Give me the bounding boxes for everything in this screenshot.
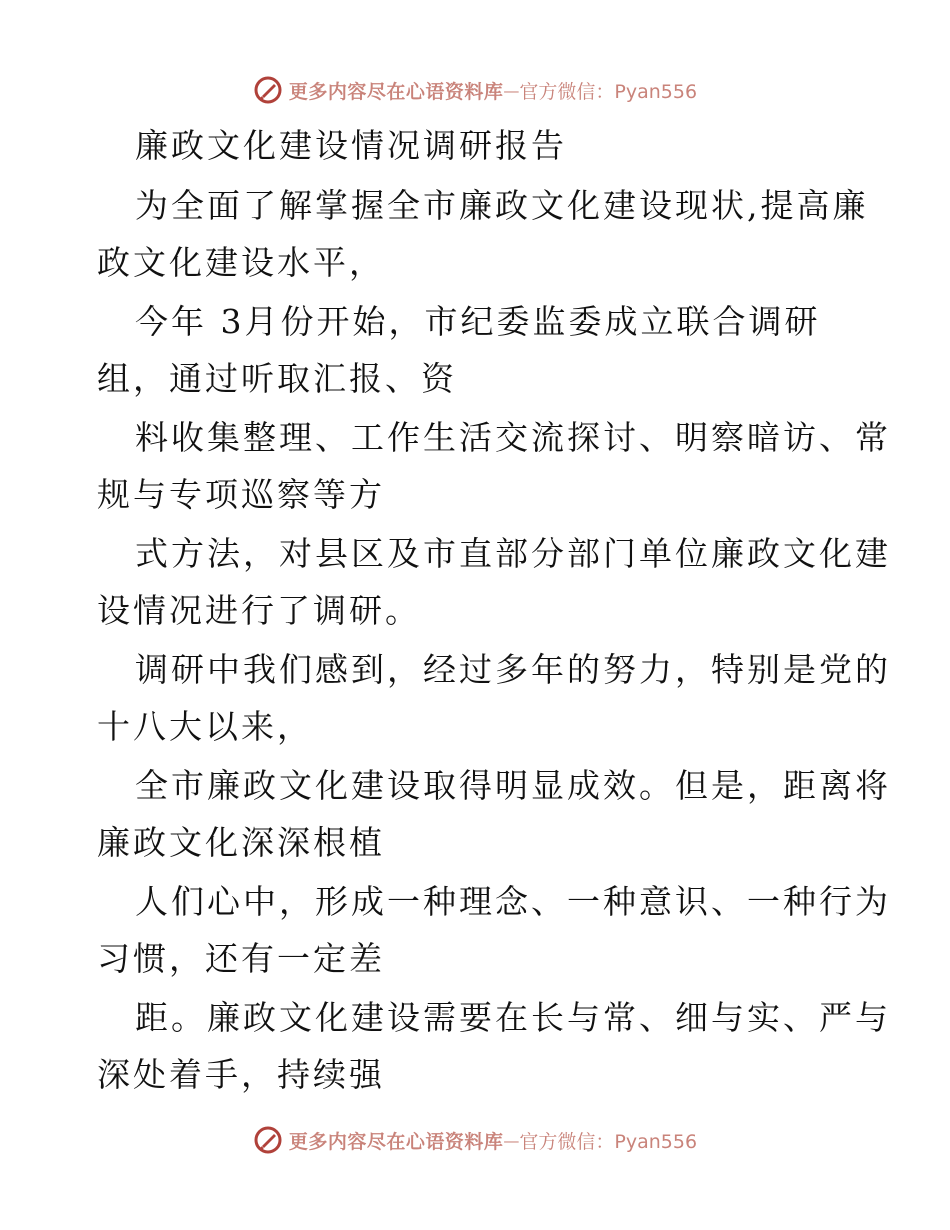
paragraph-line: 设情况进行了调研。 bbox=[97, 591, 421, 630]
watermark-wechat-text: 官方微信：Pyan556 bbox=[519, 1130, 698, 1153]
watermark-wechat-text: 官方微信：Pyan556 bbox=[519, 80, 698, 103]
watermark-dash: — bbox=[503, 1130, 520, 1150]
paragraph-line: 政文化建设水平， bbox=[97, 243, 385, 282]
paragraph-line: 组，通过听取汇报、资 bbox=[97, 359, 457, 398]
paragraph-line: 距。廉政文化建设需要在长与常、细与实、严与 bbox=[135, 998, 891, 1037]
paragraph-line: 人们心中，形成一种理念、一种意识、一种行为 bbox=[135, 882, 891, 921]
paragraph-line: 今年 3月份开始，市纪委监委成立联合调研 bbox=[135, 302, 821, 341]
footer-watermark bbox=[0, 1120, 950, 1160]
paragraph-line: 调研中我们感到，经过多年的努力，特别是党的 bbox=[135, 650, 891, 689]
quill-pen-logo-icon bbox=[253, 1125, 283, 1155]
watermark-brand-text: 更多内容尽在心语资料库 bbox=[288, 80, 504, 103]
paragraph-line: 规与专项巡察等方 bbox=[97, 475, 385, 514]
paragraph-line: 式方法，对县区及市直部分部门单位廉政文化建 bbox=[135, 534, 891, 573]
paragraph-line: 为全面了解掌握全市廉政文化建设现状,提高廉 bbox=[135, 186, 869, 225]
paragraph-line: 料收集整理、工作生活交流探讨、明察暗访、常 bbox=[135, 418, 891, 457]
paragraph-line: 深处着手，持续强 bbox=[97, 1055, 385, 1094]
paragraph-line: 十八大以来， bbox=[97, 707, 313, 746]
paragraph-line: 习惯，还有一定差 bbox=[97, 939, 385, 978]
paragraph-line: 廉政文化深深根植 bbox=[97, 823, 385, 862]
watermark-dash: — bbox=[503, 80, 520, 100]
document-title: 廉政文化建设情况调研报告 bbox=[135, 126, 567, 165]
watermark-brand-text: 更多内容尽在心语资料库 bbox=[288, 1130, 504, 1153]
paragraph-line: 全市廉政文化建设取得明显成效。但是，距离将 bbox=[135, 766, 891, 805]
